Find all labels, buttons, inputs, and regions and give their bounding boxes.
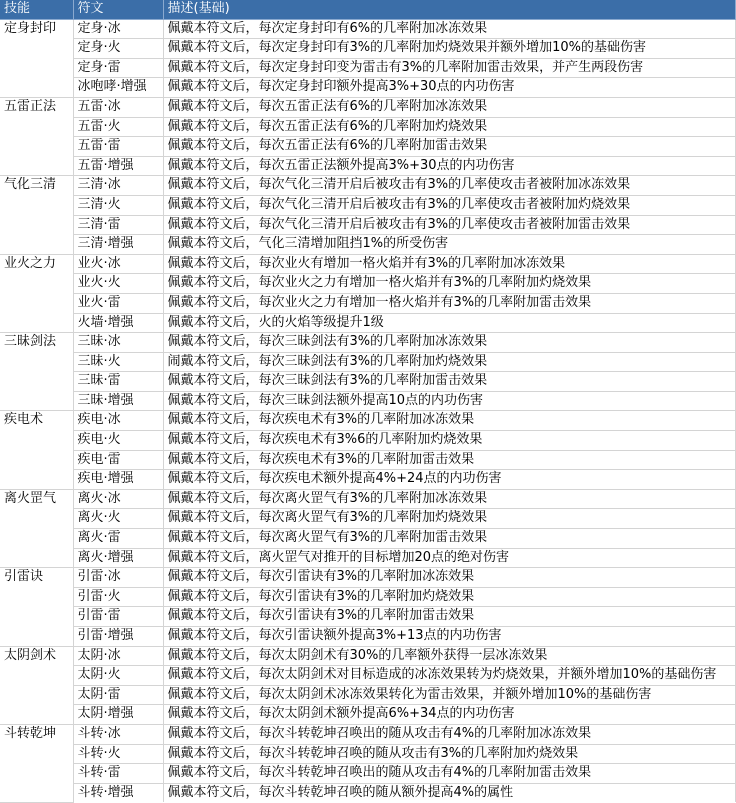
skill-cell: 离火罡气 (0, 489, 73, 567)
table-row (0, 450, 735, 470)
rune-cell: 太阴·火 (73, 666, 163, 686)
rune-cell: 定身·雷 (73, 58, 163, 78)
table-row (0, 117, 735, 137)
rune-cell: 引雷·增强 (73, 627, 163, 647)
description-cell: 佩戴本符文后，每次引雷诀有3%的几率附加冰冻效果 (163, 568, 735, 588)
table-row (0, 411, 735, 431)
rune-cell: 离火·火 (73, 509, 163, 529)
table-row (0, 137, 735, 157)
table-row (0, 176, 735, 196)
table-row (0, 313, 735, 333)
table-row (0, 97, 735, 117)
rune-cell: 太阴·雷 (73, 685, 163, 705)
skill-cell: 业火之力 (0, 254, 73, 332)
table-row (0, 372, 735, 392)
table-row (0, 744, 735, 764)
table-row (0, 254, 735, 274)
table-row (0, 529, 735, 549)
table-row (0, 509, 735, 529)
table-row (0, 724, 735, 744)
table-row (0, 352, 735, 372)
table-row (0, 333, 735, 353)
rune-cell: 离火·冰 (73, 489, 163, 509)
description-cell: 佩戴本符文后，每次三昧剑法有3%的几率附加雷击效果 (163, 372, 735, 392)
description-cell: 佩戴本符文后，每次太阴剑术对目标造成的冰冻效果转为灼烧效果，并额外增加10%的基础伤害 (163, 666, 735, 686)
header-desc: 描述(基础) (163, 0, 735, 19)
description-cell: 佩戴本符文后，每次引雷诀有3%的几率附加灼烧效果 (163, 587, 735, 607)
rune-cell: 斗转·冰 (73, 724, 163, 744)
skill-cell: 气化三清 (0, 176, 73, 254)
description-cell: 佩戴本符文后，每次定身封印变为雷击有3%的几率附加雷击效果，并产生两段伤害 (163, 58, 735, 78)
skill-cell: 三昧剑法 (0, 333, 73, 411)
skill-cell: 斗转乾坤 (0, 724, 73, 802)
rune-cell: 离火·雷 (73, 529, 163, 549)
description-cell: 佩戴本符文后，每次离火罡气有3%的几率附加雷击效果 (163, 529, 735, 549)
table-body (0, 19, 735, 802)
description-cell: 佩戴本符文后，每次业火之力有增加一格火焰并有3%的几率附加雷击效果 (163, 293, 735, 313)
rune-cell: 太阴·冰 (73, 646, 163, 666)
rune-cell: 斗转·火 (73, 744, 163, 764)
rune-cell: 三清·雷 (73, 215, 163, 235)
table-row (0, 431, 735, 451)
description-cell: 佩戴本符文后，每次疾电术有3%的几率附加雷击效果 (163, 450, 735, 470)
table-row (0, 685, 735, 705)
rune-cell: 业火·雷 (73, 293, 163, 313)
rune-cell: 三昧·火 (73, 352, 163, 372)
description-cell: 佩戴本符文后，每次五雷正法有6%的几率附加灼烧效果 (163, 117, 735, 137)
description-cell: 佩戴本符文后，火的火焰等级提升1级 (163, 313, 735, 333)
rune-cell: 五雷·火 (73, 117, 163, 137)
description-cell: 佩戴本符文后，每次三昧剑法有3%的几率附加冰冻效果 (163, 333, 735, 353)
description-cell: 佩戴本符文后，气化三清增加阻挡1%的所受伤害 (163, 235, 735, 255)
rune-cell: 三昧·冰 (73, 333, 163, 353)
description-cell: 佩戴本符文后，每次斗转乾坤召唤的随从攻击有3%的几率附加灼烧效果 (163, 744, 735, 764)
description-cell: 佩戴本符文后，每次离火罡气有3%的几率附加冰冻效果 (163, 489, 735, 509)
table-row (0, 58, 735, 78)
description-cell: 佩戴本符文后，每次引雷诀额外提高3%+13点的内功伤害 (163, 627, 735, 647)
rune-cell: 斗转·雷 (73, 764, 163, 784)
rune-cell: 火墙·增强 (73, 313, 163, 333)
description-cell: 佩戴本符文后，每次太阴剑术额外提高6%+34点的内功伤害 (163, 705, 735, 725)
rune-cell: 疾电·雷 (73, 450, 163, 470)
rune-cell: 斗转·增强 (73, 783, 163, 802)
skill-cell: 定身封印 (0, 19, 73, 97)
description-cell: 佩戴本符文后，每次业火有增加一格火焰并有3%的几率附加冰冻效果 (163, 254, 735, 274)
rune-cell: 定身·冰 (73, 19, 163, 39)
table-row (0, 705, 735, 725)
rune-cell: 三昧·增强 (73, 391, 163, 411)
table-row (0, 19, 735, 39)
header-skill: 技能 (0, 0, 73, 19)
table-row (0, 568, 735, 588)
rune-cell: 三昧·雷 (73, 372, 163, 392)
description-cell: 佩戴本符文后，每次太阴剑术有30%的几率额外获得一层冰冻效果 (163, 646, 735, 666)
rune-cell: 五雷·增强 (73, 156, 163, 176)
rune-cell: 疾电·增强 (73, 470, 163, 490)
description-cell: 佩戴本符文后，每次太阴剑术冰冻效果转化为雷击效果，并额外增加10%的基础伤害 (163, 685, 735, 705)
skill-cell: 疾电术 (0, 411, 73, 489)
table-row (0, 39, 735, 59)
description-cell: 佩戴本符文后，每次定身封印有6%的几率附加冰冻效果 (163, 19, 735, 39)
table-row (0, 764, 735, 784)
description-cell: 佩戴本符文后，每次定身封印有3%的几率附加灼烧效果并额外增加10%的基础伤害 (163, 39, 735, 59)
rune-cell: 三清·增强 (73, 235, 163, 255)
rune-cell: 定身·火 (73, 39, 163, 59)
rune-cell: 引雷·冰 (73, 568, 163, 588)
description-cell: 佩戴本符文后，每次三昧剑法额外提高10点的内功伤害 (163, 391, 735, 411)
table-row (0, 293, 735, 313)
table-row (0, 470, 735, 490)
skill-cell: 五雷正法 (0, 97, 73, 175)
header-rune: 符文 (73, 0, 163, 19)
skill-cell: 太阴剑术 (0, 646, 73, 724)
rune-cell: 五雷·雷 (73, 137, 163, 157)
table-row (0, 666, 735, 686)
description-cell: 佩戴本符文后，每次斗转乾坤召唤的随从额外提高4%的属性 (163, 783, 735, 802)
rune-cell: 引雷·雷 (73, 607, 163, 627)
table-row (0, 215, 735, 235)
description-cell: 佩戴本符文后，每次气化三清开启后被攻击有3%的几率使攻击者被附加雷击效果 (163, 215, 735, 235)
description-cell: 佩戴本符文后，每次疾电术额外提高4%+24点的内功伤害 (163, 470, 735, 490)
description-cell: 佩戴本符文后，每次斗转乾坤召唤出的随从攻击有4%的几率附加雷击效果 (163, 764, 735, 784)
rune-cell: 疾电·冰 (73, 411, 163, 431)
description-cell: 佩戴本符文后，每次五雷正法有6%的几率附加雷击效果 (163, 137, 735, 157)
table-row (0, 195, 735, 215)
table-row (0, 156, 735, 176)
table-row (0, 646, 735, 666)
rune-cell: 三清·冰 (73, 176, 163, 196)
rune-cell: 业火·火 (73, 274, 163, 294)
table-row (0, 607, 735, 627)
description-cell: 佩戴本符文后，每次气化三清开启后被攻击有3%的几率使攻击者被附加灼烧效果 (163, 195, 735, 215)
description-cell: 闹戴本符文后，每次三昧剑法有3%的几率附加灼烧效果 (163, 352, 735, 372)
description-cell: 佩戴本符文后，每次定身封印额外提高3%+30点的内功伤害 (163, 78, 735, 98)
header-row (0, 0, 735, 19)
rune-cell: 疾电·火 (73, 431, 163, 451)
description-cell: 佩戴本符文后，每次五雷正法额外提高3%+30点的内功伤害 (163, 156, 735, 176)
description-cell: 佩戴本符文后，每次气化三清开启后被攻击有3%的几率使攻击者被附加冰冻效果 (163, 176, 735, 196)
skill-cell: 引雷诀 (0, 568, 73, 646)
rune-cell: 离火·增强 (73, 548, 163, 568)
description-cell: 佩戴本符文后，每次五雷正法有6%的几率附加冰冻效果 (163, 97, 735, 117)
table-row (0, 783, 735, 802)
description-cell: 佩戴本符文后，每次疾电术有3%6的几率附加灼烧效果 (163, 431, 735, 451)
rune-cell: 业火·冰 (73, 254, 163, 274)
table-row (0, 587, 735, 607)
description-cell: 佩戴本符文后，每次业火之力有增加一格火焰并有3%的几率附加灼烧效果 (163, 274, 735, 294)
rune-cell: 引雷·火 (73, 587, 163, 607)
rune-cell: 冰咆哮·增强 (73, 78, 163, 98)
table-row (0, 274, 735, 294)
description-cell: 佩戴本符文后，每次疾电术有3%的几率附加冰冻效果 (163, 411, 735, 431)
rune-cell: 三清·火 (73, 195, 163, 215)
description-cell: 佩戴本符文后，每次斗转乾坤召唤出的随从攻击有4%的几率附加冰冻效果 (163, 724, 735, 744)
table-row (0, 548, 735, 568)
rune-cell: 五雷·冰 (73, 97, 163, 117)
table-row (0, 391, 735, 411)
table-row (0, 489, 735, 509)
rune-cell: 太阴·增强 (73, 705, 163, 725)
table-row (0, 235, 735, 255)
table-row (0, 627, 735, 647)
description-cell: 佩戴本符文后，每次引雷诀有3%的几率附加雷击效果 (163, 607, 735, 627)
description-cell: 佩戴本符文后，每次离火罡气有3%的几率附加灼烧效果 (163, 509, 735, 529)
table-row (0, 78, 735, 98)
description-cell: 佩戴本符文后，离火罡气对推开的目标增加20点的绝对伤害 (163, 548, 735, 568)
